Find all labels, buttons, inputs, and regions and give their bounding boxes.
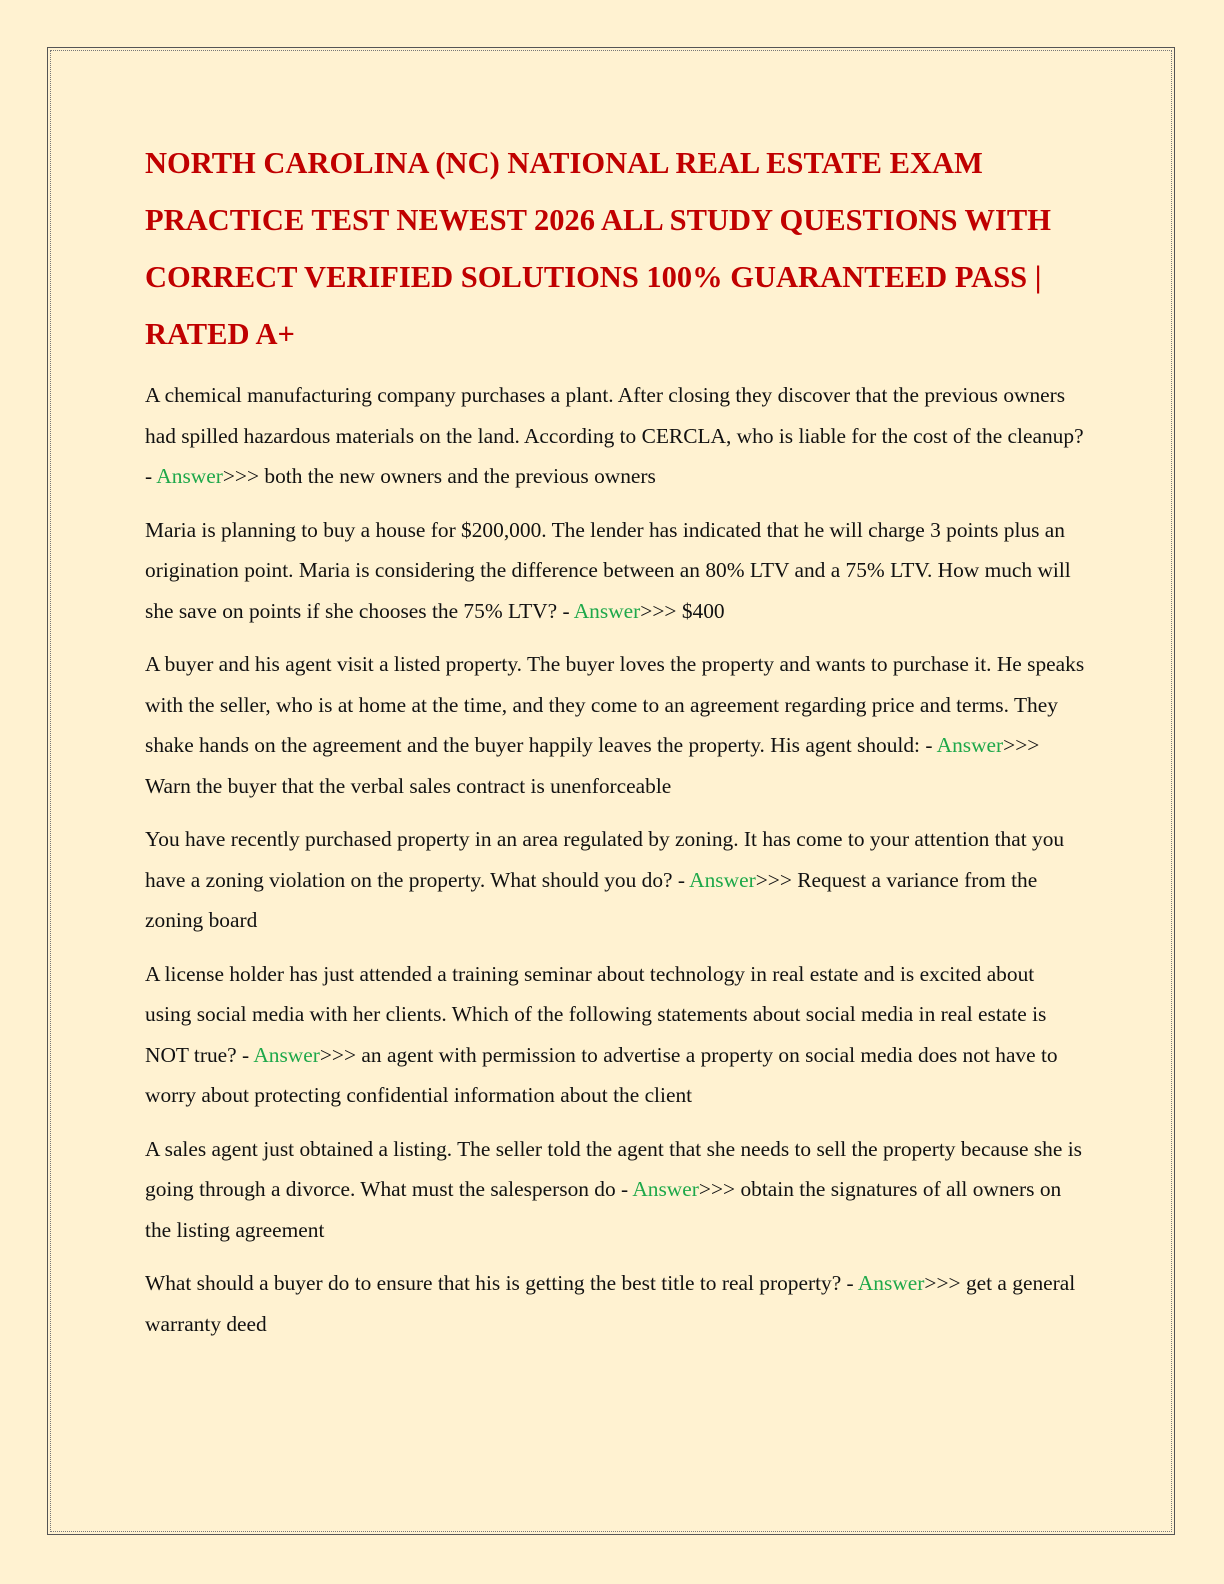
answer-text: both the new owners and the previous owners bbox=[259, 464, 656, 488]
question-text: What should a buyer do to ensure that his is getting the best title to real property? - bbox=[145, 1271, 858, 1295]
answer-label: Answer bbox=[632, 1177, 699, 1201]
answer-arrows: >>> bbox=[755, 867, 792, 892]
question-text: A buyer and his agent visit a listed property. The buyer loves the property and wants to purchase it. He speaks with the seller, who is at home at the time, and they come to an agreement regarding price and terms. They shake hands on the agreement and the buyer happily leaves the property. His agent should: - bbox=[145, 652, 1085, 757]
answer-label: Answer bbox=[936, 733, 1004, 757]
answer-arrows: >>> bbox=[319, 1042, 357, 1067]
answer-label: Answer bbox=[253, 1042, 320, 1067]
answer-text: obtain the signatures of all owners on the listing agreement bbox=[145, 1177, 1062, 1242]
document-content bbox=[145, 135, 1085, 1357]
qa-list bbox=[145, 375, 1085, 1344]
qa-item bbox=[145, 954, 1085, 1116]
answer-text: Warn the buyer that the verbal sales contract is unenforceable bbox=[145, 773, 672, 798]
answer-arrows: >>> bbox=[222, 464, 260, 488]
answer-arrows: >>> bbox=[640, 598, 677, 623]
answer-arrows: >>> bbox=[1003, 733, 1040, 757]
question-text: A chemical manufacturing company purchases a plant. After closing they discover that the previous owners had spilled hazardous materials on the land. According to CERCLA, who is liable for the cost of the cleanup? - bbox=[145, 383, 1084, 488]
question-text: A sales agent just obtained a listing. The seller told the agent that she needs to sell the property because she is going through a divorce. What must the salesperson do - bbox=[145, 1136, 1082, 1201]
answer-text: an agent with permission to advertise a property on social media does not have to worry about protecting confidential information about the client bbox=[145, 1042, 1058, 1107]
answer-text: Request a variance from the zoning board bbox=[145, 867, 1038, 932]
answer-text: get a general warranty deed bbox=[145, 1271, 1076, 1336]
answer-arrows: >>> bbox=[924, 1271, 961, 1295]
answer-arrows: >>> bbox=[698, 1177, 736, 1201]
answer-label: Answer bbox=[573, 598, 641, 623]
question-text: You have recently purchased property in an area regulated by zoning. It has come to your attention that you have a zoning violation on the property. What should you do? - bbox=[145, 827, 1065, 892]
document-title: NORTH CAROLINA (NC) NATIONAL REAL ESTATE EXAM PRACTICE TEST NEWEST 2026 ALL STUDY QUESTIONS WITH CORRECT VERIFIED SOLUTIONS 100% GUARANTEED PASS | RATED A+ bbox=[145, 146, 1051, 351]
qa-item bbox=[145, 510, 1085, 632]
answer-label: Answer bbox=[857, 1271, 925, 1295]
qa-item bbox=[145, 375, 1085, 497]
question-text: Maria is planning to buy a house for $200,000. The lender has indicated that he will charge 3 points plus an origination point. Maria is considering the difference between an 80% LTV and a 75% LTV. How much will she save on points if she chooses the 75% LTV? - bbox=[145, 517, 1071, 623]
qa-item bbox=[145, 1129, 1085, 1251]
qa-item bbox=[145, 1263, 1085, 1344]
answer-label: Answer bbox=[156, 464, 223, 488]
qa-item bbox=[145, 644, 1085, 806]
question-text: A license holder has just attended a training seminar about technology in real estate and is excited about using social media with her clients. Which of the following statements about social media in real estate is NOT true? - bbox=[145, 961, 1047, 1067]
answer-label: Answer bbox=[689, 867, 756, 892]
qa-item bbox=[145, 819, 1085, 941]
answer-text: $400 bbox=[676, 598, 725, 623]
